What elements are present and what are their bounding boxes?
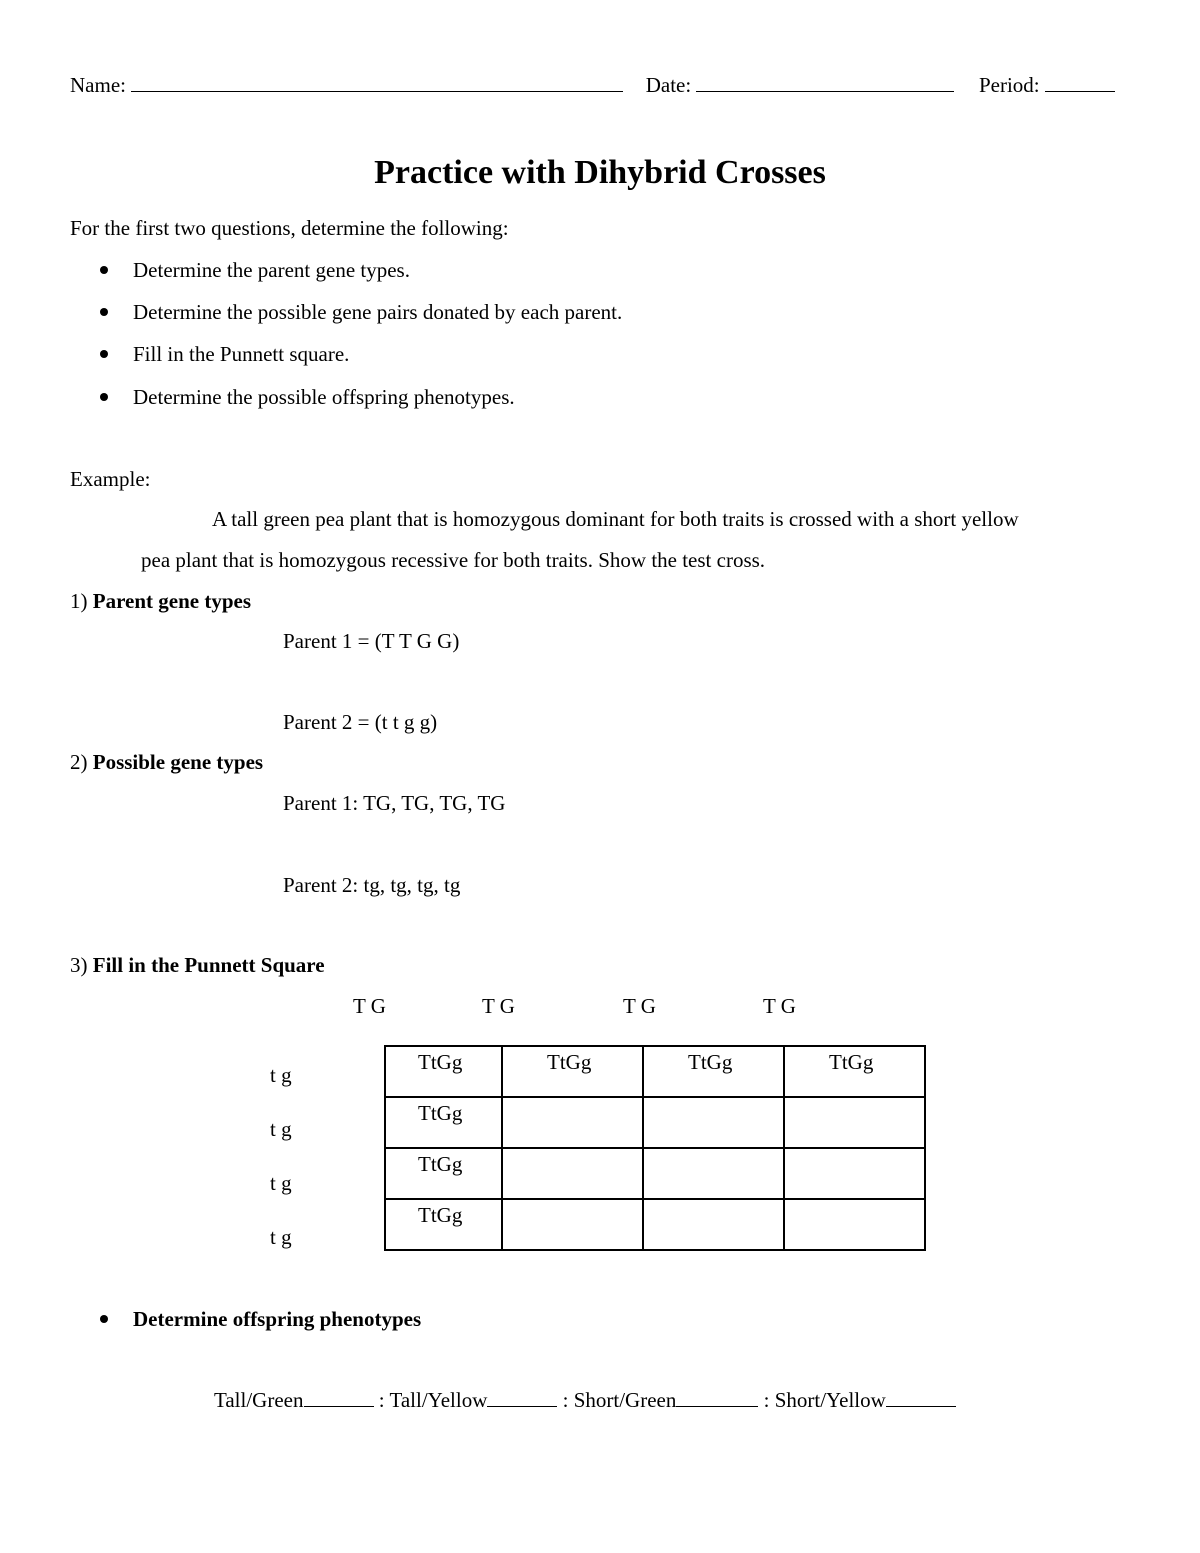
short-green-label: Short/Green <box>573 1388 677 1412</box>
name-blank[interactable] <box>131 73 623 92</box>
punnett-cell[interactable]: TtGg <box>385 1046 502 1097</box>
step2-parent2: Parent 2: tg, tg, tg, tg <box>283 873 461 897</box>
step2-number: 2) <box>70 750 88 774</box>
instruction-item: Determine the possible gene pairs donated by each parent. <box>133 300 623 324</box>
punnett-cell[interactable]: TtGg <box>385 1097 502 1148</box>
tall-green-blank[interactable] <box>304 1388 374 1407</box>
intro-text: For the first two questions, determine the following: <box>70 216 509 240</box>
instruction-item: Determine the parent gene types. <box>133 258 410 282</box>
step1-title: Parent gene types <box>92 589 251 613</box>
header-line <box>70 72 1115 98</box>
step1-parent1: Parent 1 = (T T G G) <box>283 629 460 653</box>
punnett-cell[interactable] <box>502 1148 643 1199</box>
step3-title: Fill in the Punnett Square <box>92 953 325 977</box>
instruction-item: Fill in the Punnett square. <box>133 342 350 366</box>
punnett-row-label: t g <box>270 1063 292 1087</box>
punnett-cell[interactable] <box>502 1097 643 1148</box>
ratio-separator: : <box>763 1388 770 1412</box>
ratio-separator: : <box>562 1388 569 1412</box>
punnett-cell[interactable]: TtGg <box>502 1046 643 1097</box>
step2-heading <box>70 749 263 775</box>
step1-heading <box>70 588 251 614</box>
punnett-row <box>385 1046 925 1097</box>
punnett-row <box>385 1148 925 1199</box>
tall-yellow-blank[interactable] <box>487 1388 557 1407</box>
example-text-line2: pea plant that is homozygous recessive for both traits. Show the test cross. <box>141 548 766 572</box>
punnett-cell[interactable] <box>643 1097 784 1148</box>
short-green-blank[interactable] <box>676 1388 758 1407</box>
punnett-cell[interactable] <box>643 1148 784 1199</box>
punnett-column-label: T G <box>763 994 796 1018</box>
tall-yellow-label: Tall/Yellow <box>389 1388 488 1412</box>
punnett-column-label: T G <box>482 994 515 1018</box>
step3-heading <box>70 952 325 978</box>
punnett-square <box>384 1045 926 1251</box>
example-text-line1: A tall green pea plant that is homozygous dominant for both traits is crossed with a short yellow <box>212 507 1019 531</box>
punnett-cell[interactable]: TtGg <box>385 1148 502 1199</box>
period-label: Period: <box>978 73 1040 97</box>
step2-title: Possible gene types <box>92 750 264 774</box>
punnett-cell[interactable] <box>784 1148 925 1199</box>
page-title: Practice with Dihybrid Crosses <box>374 154 826 191</box>
short-yellow-blank[interactable] <box>886 1388 956 1407</box>
punnett-cell[interactable]: TtGg <box>385 1199 502 1250</box>
ratio-separator: : <box>378 1388 385 1412</box>
date-blank[interactable] <box>696 73 954 92</box>
punnett-row <box>385 1097 925 1148</box>
step3-number: 3) <box>70 953 88 977</box>
bullet-icon <box>100 308 108 316</box>
bullet-icon <box>100 1315 108 1323</box>
step1-parent2: Parent 2 = (t t g g) <box>283 710 438 734</box>
punnett-row <box>385 1199 925 1250</box>
step2-parent1: Parent 1: TG, TG, TG, TG <box>283 791 506 815</box>
step1-number: 1) <box>70 589 88 613</box>
phenotype-ratio-line <box>214 1387 956 1413</box>
punnett-cell[interactable] <box>643 1199 784 1250</box>
phenotypes-heading: Determine offspring phenotypes <box>133 1307 422 1331</box>
bullet-icon <box>100 266 108 274</box>
punnett-row-label: t g <box>270 1117 292 1141</box>
instruction-item: Determine the possible offspring phenotypes. <box>133 385 515 409</box>
punnett-row-label: t g <box>270 1225 292 1249</box>
date-label: Date: <box>645 73 692 97</box>
short-yellow-label: Short/Yellow <box>774 1388 886 1412</box>
example-label: Example: <box>70 467 151 491</box>
bullet-icon <box>100 393 108 401</box>
punnett-cell[interactable] <box>502 1199 643 1250</box>
period-blank[interactable] <box>1045 73 1115 92</box>
punnett-cell[interactable] <box>784 1199 925 1250</box>
punnett-cell[interactable]: TtGg <box>784 1046 925 1097</box>
tall-green-label: Tall/Green <box>214 1388 304 1412</box>
name-label: Name: <box>70 73 126 97</box>
bullet-icon <box>100 350 108 358</box>
punnett-row-label: t g <box>270 1171 292 1195</box>
punnett-cell[interactable] <box>784 1097 925 1148</box>
punnett-cell[interactable]: TtGg <box>643 1046 784 1097</box>
punnett-column-label: T G <box>353 994 386 1018</box>
punnett-column-label: T G <box>623 994 656 1018</box>
